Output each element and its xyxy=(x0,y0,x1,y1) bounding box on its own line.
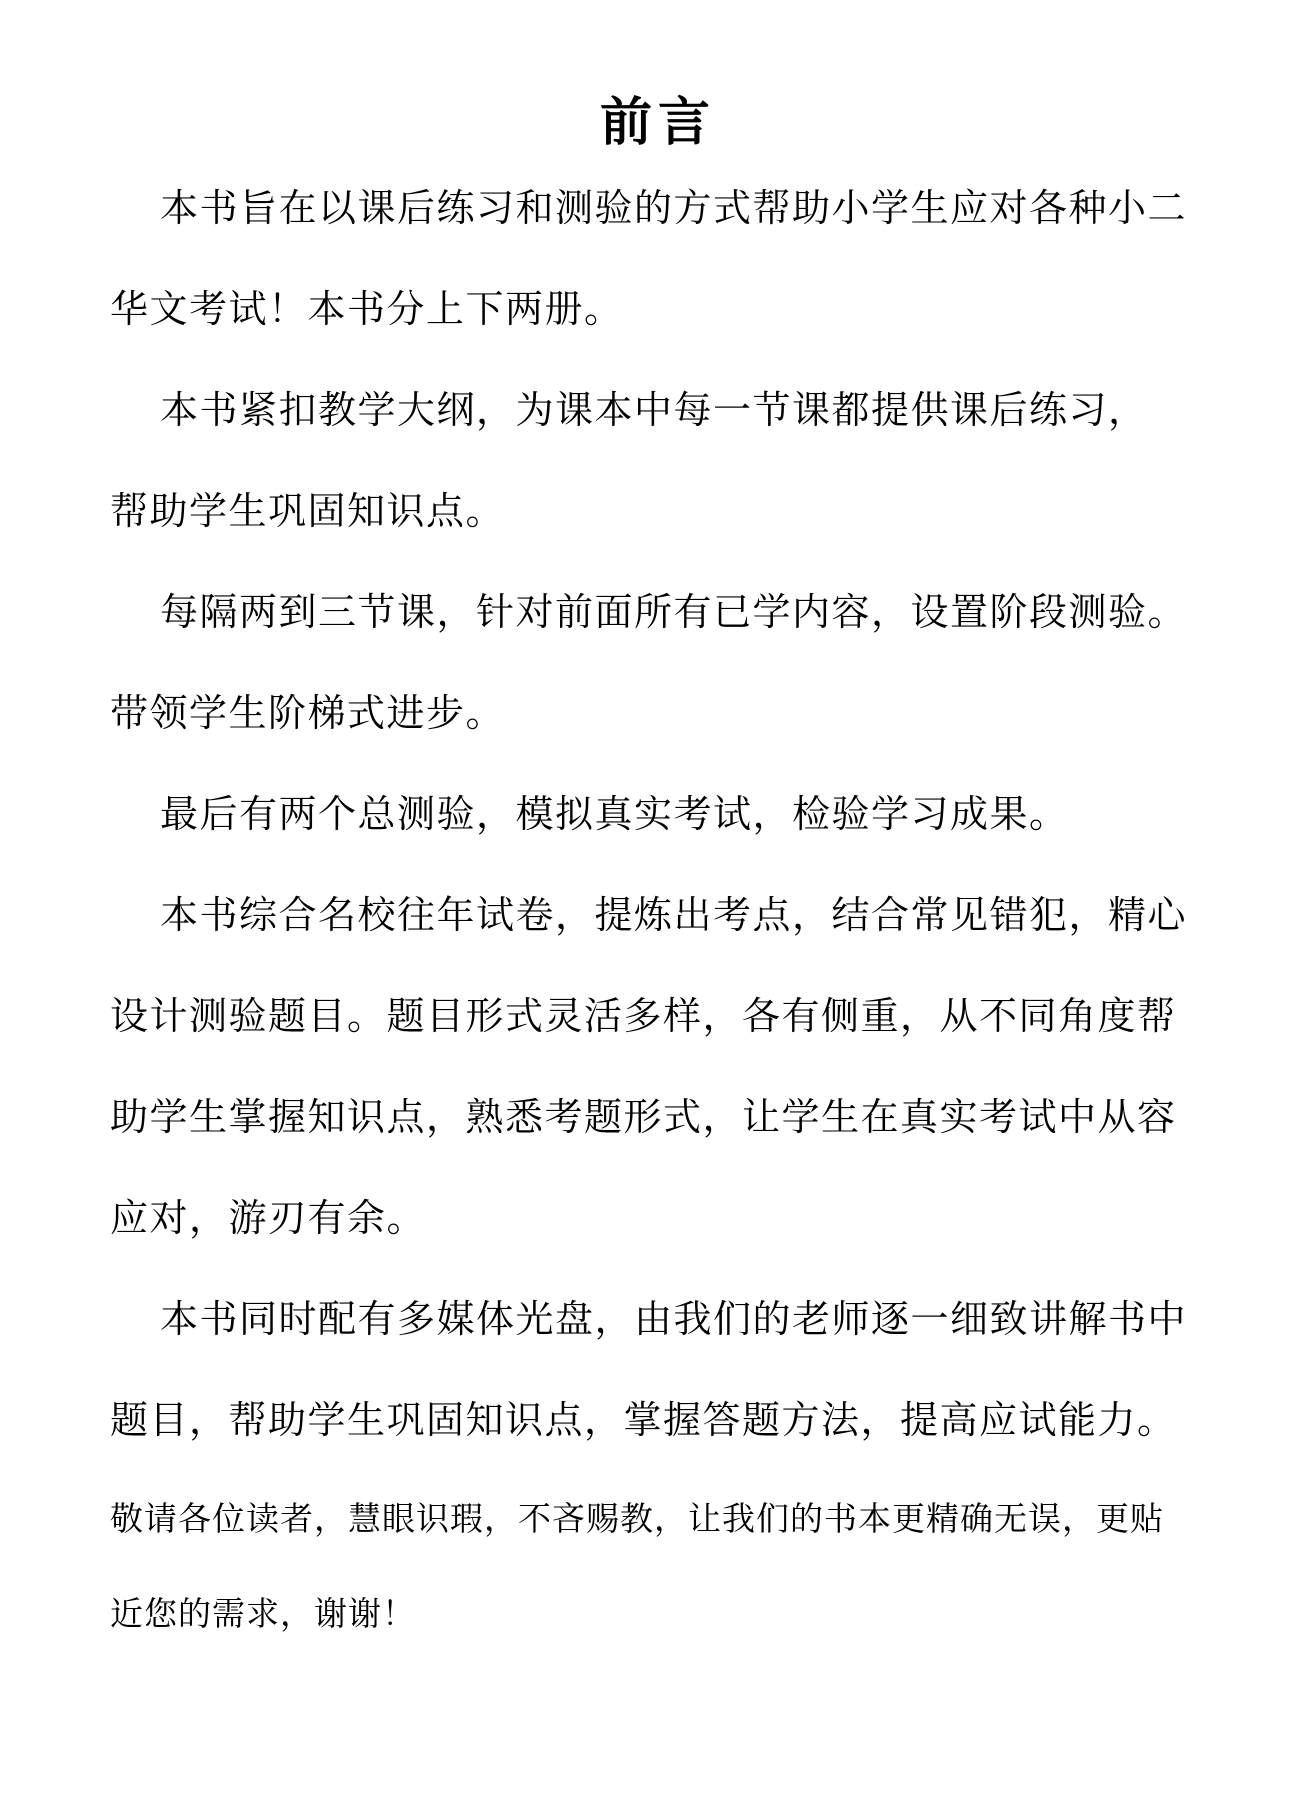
page-content xyxy=(110,0,1206,1661)
text-line: 应对，游刃有余。 xyxy=(110,1196,427,1240)
page-title: 前言 xyxy=(599,93,716,153)
text-line: 每隔两到三节课，针对前面所有已学内容，设置阶段测验。 xyxy=(160,590,1188,634)
text-line: 近您的需求，谢谢！ xyxy=(110,1594,416,1633)
text-line: 本书同时配有多媒体光盘，由我们的老师逐一细致讲解书中 xyxy=(160,1297,1188,1341)
text-line: 帮助学生巩固知识点。 xyxy=(110,489,506,533)
text-line: 本书紧扣教学大纲，为课本中每一节课都提供课后练习， xyxy=(160,388,1148,432)
text-line: 最后有两个总测验，模拟真实考试，检验学习成果。 xyxy=(160,792,1069,836)
text-line: 题目，帮助学生巩固知识点，掌握答题方法，提高应试能力。 xyxy=(110,1398,1177,1442)
text-line: 设计测验题目。题目形式灵活多样，各有侧重，从不同角度帮 xyxy=(110,994,1177,1038)
text-line: 华文考试！本书分上下两册。 xyxy=(110,287,624,331)
text-line: 带领学生阶梯式进步。 xyxy=(110,691,506,735)
text-line: 本书旨在以课后练习和测验的方式帮助小学生应对各种小二 xyxy=(160,186,1188,230)
text-line: 助学生掌握知识点，熟悉考题形式，让学生在真实考试中从容 xyxy=(110,1095,1177,1139)
text-line: 敬请各位读者，慧眼识瑕，不吝赐教，让我们的书本更精确无误，更贴 xyxy=(110,1499,1164,1538)
text-line: 本书综合名校往年试卷，提炼出考点，结合常见错犯，精心 xyxy=(160,893,1188,937)
